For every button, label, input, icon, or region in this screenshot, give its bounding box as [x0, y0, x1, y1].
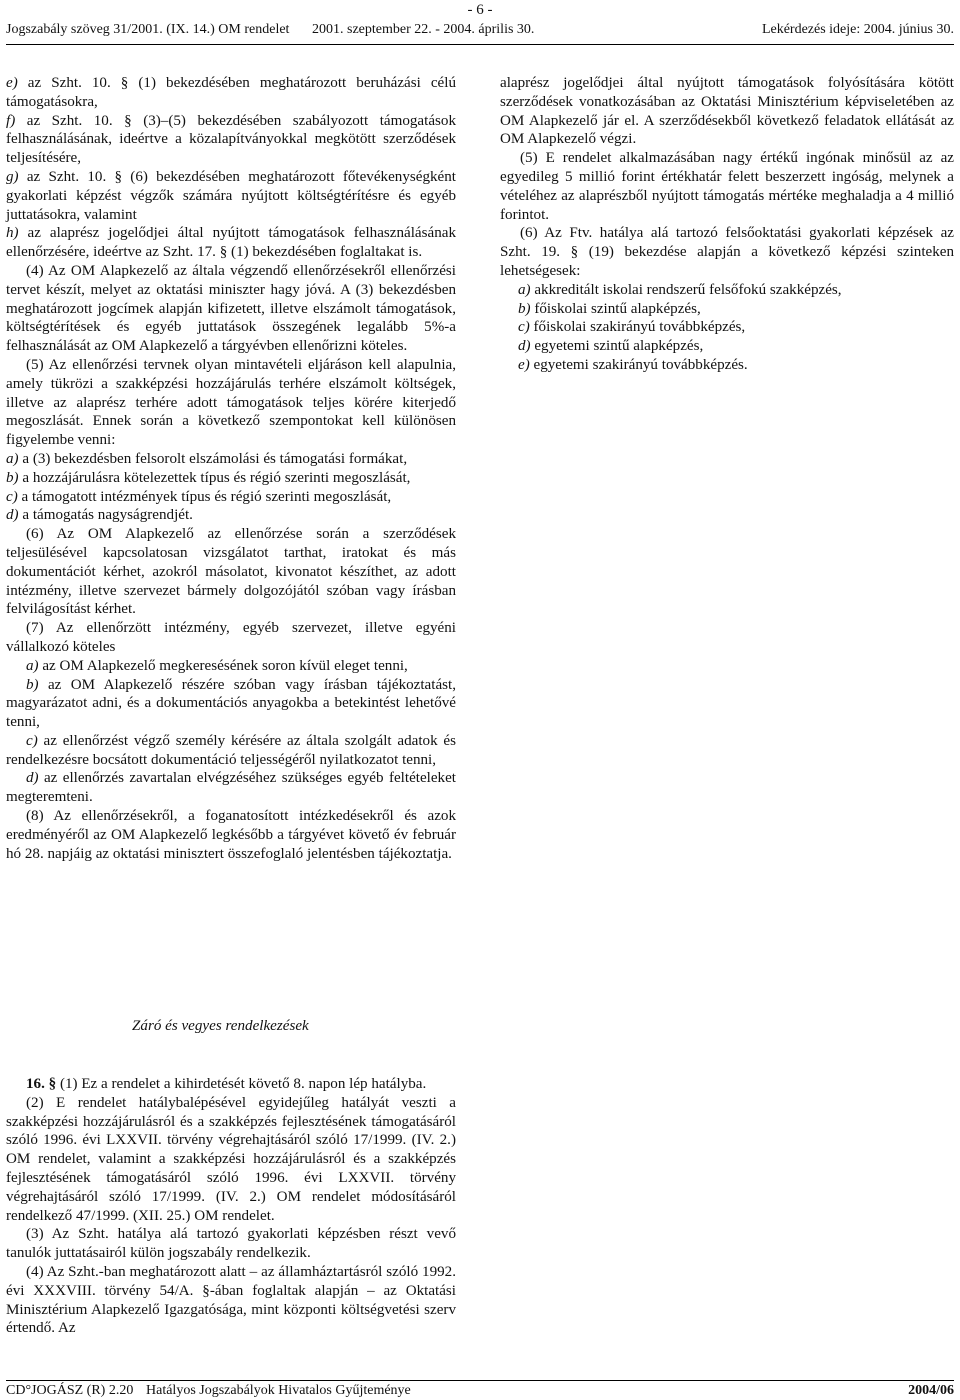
- footer-center: Hatályos Jogszabályok Hivatalos Gyűjteménye: [146, 1383, 411, 1398]
- left-paragraph: [6, 525, 456, 619]
- paragraph-text: (8) Az ellenőrzésekről, a foganatosított intézkedésekről és azok eredményéről az OM Alapkezelő legkésőbb a tárgyévet követő év február hó 28. napjáig az oktatási minisztert összefoglaló jelentésben tájékoztatja.: [6, 808, 456, 862]
- paragraph-text: (5) E rendelet alkalmazásában nagy értékű ingónak minősül az az egyedileg 5 millió forint értékhatár felett beszerzett ingóság, melynek a vételéhez az alaprészből nyújtott támogatás mértéke meghaladja a 4 millió forintot.: [500, 150, 954, 223]
- left-paragraph: [6, 112, 456, 168]
- paragraph-text: az ellenőrzés zavartalan elvégzéséhez szükséges egyéb feltételeket megteremteni.: [6, 770, 456, 806]
- paragraph-text: (5) Az ellenőrzési tervnek olyan mintavételi eljáráson kell alapulnia, amely tükrözi a szakképzési hozzájárulás terhére elszámolt költségek, illetve az alaprész terhére adott támogatások teljes körére kiterjedő megoszlását. Ennek során a következő szempontokat kell különösen figyelembe venni:: [6, 356, 456, 449]
- right-paragraph: [500, 149, 954, 224]
- left-paragraph: [6, 168, 456, 224]
- paragraph-text: az Szht. 10. § (1) bekezdésében meghatározott beruházási célú támogatásokra,: [6, 75, 456, 110]
- left-paragraph: [6, 450, 456, 469]
- paragraph-text: az OM Alapkezelő megkeresésének soron kívül eleget tenni,: [38, 657, 408, 674]
- page-footer: [6, 1380, 954, 1399]
- item-marker: a): [518, 281, 531, 298]
- header-law-text: Jogszabály szöveg 31/2001. (IX. 14.) OM rendelet: [6, 22, 290, 37]
- sec16-paragraph: [6, 1075, 456, 1094]
- paragraph-text: az Szht. 10. § (6) bekezdésében meghatározott főtevékenységként gyakorlati képzést végzők számára nyújtott költségtérítésre és egyéb juttatásokra, valamint: [6, 168, 456, 223]
- paragraph-text: (7) Az ellenőrzött intézmény, egyéb szervezet, illetve egyéni vállalkozó köteles: [6, 620, 456, 655]
- item-marker: a): [6, 450, 19, 467]
- left-column: [6, 74, 456, 863]
- right-column: [500, 74, 954, 375]
- left-paragraph: [6, 732, 456, 770]
- item-marker: d): [518, 338, 531, 355]
- left-paragraph: [6, 469, 456, 488]
- item-marker: e): [518, 356, 530, 373]
- right-paragraph: [500, 281, 954, 300]
- paragraph-text: (6) Az OM Alapkezelő az ellenőrzése során a szerződések teljesülésével kapcsolatosan vizsgálatot tarthat, iratokat és más dokumentációt kérhet, azokról másolatot, kivonatot készíthet, az adott intézmény, illetve szervezet bármely dolgozójától szóban vagy írásban felvilágosítást kérhet.: [6, 526, 456, 618]
- right-paragraph: [500, 356, 954, 375]
- item-marker: a): [26, 657, 39, 674]
- right-paragraph: [500, 337, 954, 356]
- paragraph-text: az alaprész jogelődjei által nyújtott támogatások felhasználásának ellenőrzésére, ideértve az Szht. 17. § (1) bekezdésében foglaltakat is.: [6, 225, 456, 261]
- paragraph-text: a támogatás nagyságrendjét.: [18, 507, 193, 524]
- paragraph-text: a (3) bekezdésben felsorolt elszámolási és támogatási formákat,: [18, 450, 408, 467]
- item-marker: d): [6, 507, 19, 524]
- footer-right: 2004/06: [908, 1383, 954, 1398]
- item-marker: h): [6, 225, 19, 242]
- paragraph-text: akkreditált iskolai rendszerű felsőfokú szakképzés,: [530, 281, 842, 298]
- section-heading: Záró és vegyes rendelkezések: [132, 1018, 309, 1034]
- paragraph-text: az ellenőrzést végző személy kérésére az általa szolgált adatok és rendelkezésre bocsátott dokumentáció teljességéről nyilatkozatot tenni,: [6, 732, 456, 768]
- left-paragraph: [6, 657, 456, 676]
- paragraph-text: (4) Az Szht.-ban meghatározott alatt – az államháztartásról szóló 1992. évi XXXVIII. törvény 54/A. §-ában foglaltak alapján – az Oktatási Minisztérium Alapkezelő Igazgatósága, mint központi költségvetési szerv értendő. Az: [6, 1263, 456, 1337]
- left-paragraph: [6, 619, 456, 657]
- left-paragraph: [6, 262, 456, 356]
- section-number: 16. §: [26, 1076, 57, 1092]
- left-paragraph: [6, 74, 456, 112]
- item-marker: c): [26, 732, 38, 749]
- left-paragraph: [6, 488, 456, 507]
- page-number: - 6 -: [467, 2, 493, 18]
- item-marker: e): [6, 75, 18, 91]
- paragraph-text: (4) Az OM Alapkezelő az általa végzendő ellenőrzésekről ellenőrzési tervet készít, melyet az oktatási miniszter hagy jóvá. A (3) bekezdésben meghatározott jogcímek alapján kifizetett, illetve elszámolt támogatások, költségtérítések és egyéb juttatások összegének legalább 5%-a felhasználását az OM Alapkezelő a tárgyévben ellenőrizni köteles.: [6, 262, 456, 355]
- paragraph-text: (3) Az Szht. hatálya alá tartozó gyakorlati képzésben részt vevő tanulók juttatásairól külön jogszabály rendelkezik.: [6, 1226, 456, 1262]
- right-paragraph: [500, 318, 954, 337]
- item-marker: g): [6, 168, 19, 185]
- paragraph-text: főiskolai szintű alapképzés,: [530, 300, 701, 317]
- section-16: [6, 1075, 456, 1338]
- item-marker: f): [6, 112, 16, 129]
- left-paragraph: [6, 676, 456, 732]
- left-paragraph: [6, 224, 456, 262]
- left-paragraph: [6, 769, 456, 807]
- paragraph-text: az OM Alapkezelő részére szóban vagy írásban tájékoztatást, magyarázatot adni, és a dokumentációs anyagokba a betekintést lehetővé tenni,: [6, 676, 456, 731]
- paragraph-text: alaprész jogelődjei által nyújtott támogatások folyósítására kötött szerződések vonatkozásában az Oktatási Minisztérium képviseletében az OM Alapkezelő jár el. A szerződésekből következő feladatok ellátását az OM Alapkezelő végzi.: [500, 75, 954, 148]
- item-marker: c): [6, 488, 18, 505]
- paragraph-text: egyetemi szintű alapképzés,: [530, 338, 704, 355]
- header-validity: 2001. szeptember 22. - 2004. április 30.: [312, 22, 535, 37]
- left-paragraph: [6, 506, 456, 525]
- item-marker: b): [518, 300, 531, 317]
- page-header: [6, 22, 954, 45]
- item-marker: c): [518, 319, 530, 336]
- sec16-paragraph: [6, 1225, 456, 1263]
- sec16-paragraph: [6, 1263, 456, 1338]
- paragraph-text: egyetemi szakirányú továbbképzés.: [529, 356, 748, 373]
- paragraph-text: főiskolai szakirányú továbbképzés,: [529, 319, 746, 336]
- item-marker: b): [6, 469, 19, 486]
- paragraph-text: az Szht. 10. § (3)–(5) bekezdésében szabályozott támogatások felhasználásának, ideértve a közalapítványokkal megkötött szerződések teljesítésére,: [6, 112, 456, 167]
- right-paragraph: [500, 224, 954, 280]
- paragraph-text: (1) Ez a rendelet a kihirdetését követő 8. napon lép hatályba.: [56, 1076, 427, 1092]
- left-paragraph: [6, 807, 456, 863]
- right-paragraph: [500, 74, 954, 149]
- left-paragraph: [6, 356, 456, 450]
- paragraph-text: (6) Az Ftv. hatálya alá tartozó felsőoktatási gyakorlati képzések az Szht. 19. § (19) bekezdése alapján a következő képzési szinteken lehetségesek:: [500, 225, 954, 279]
- header-query-date: Lekérdezés ideje: 2004. június 30.: [761, 22, 954, 37]
- footer-left: CD°JOGÁSZ (R) 2.20: [6, 1383, 134, 1398]
- paragraph-text: a hozzájárulásra kötelezettek típus és régió szerinti megoszlását,: [18, 469, 411, 486]
- paragraph-text: a támogatott intézmények típus és régió szerinti megoszlását,: [17, 488, 392, 505]
- right-paragraph: [500, 300, 954, 319]
- item-marker: b): [26, 676, 39, 693]
- item-marker: d): [26, 770, 39, 787]
- paragraph-text: (2) E rendelet hatálybalépésével egyidejűleg hatályát veszti a szakképzési hozzájárulásról és a szakképzés fejlesztésének támogatásáról szóló 1996. évi LXXVII. törvény végrehajtásáról szóló 17/1999. (IV. 2.) OM rendelet, valamint a szakképzési hozzájárulásról és a szakképzés fejlesztésének támogatásáról szóló 1996. évi LXXVII. törvény végrehajtásáról szóló 17/1999. (IV. 2.) OM rendelet módosításáról rendelkező 47/1999. (XII. 25.) OM rendelet.: [6, 1094, 456, 1224]
- sec16-paragraph: [6, 1094, 456, 1226]
